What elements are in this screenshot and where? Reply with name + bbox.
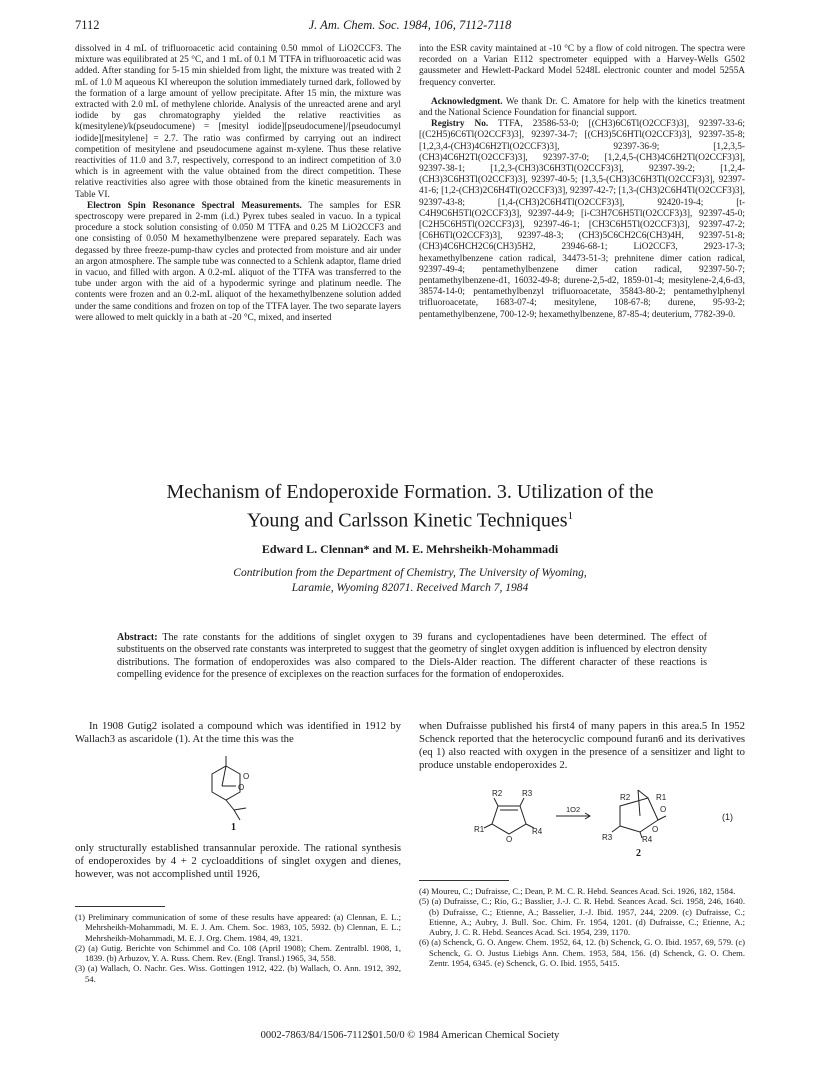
footnotes-left [75, 912, 401, 984]
abstract [117, 632, 707, 681]
top-left-column [75, 44, 401, 324]
footnote-6: (6) (a) Schenck, G. O. Angew. Chem. 1952, 64, 12. (b) Schenck, G. O. Ibid. 1957, 69, 579. (c) Schenck, G. O. Justus Liebigs Ann. Chem. 1953, 584, 156. (d) Schenck, G. O. Chem. Zentr. 1954, 6345. (e) Schenck, G. O. Ibid. 1955, 5415. [419, 937, 745, 969]
substituent-r4: R4 [532, 827, 543, 836]
product-substituent-r1: R1 [656, 793, 667, 802]
ascaridole-oxygen-1: O [243, 772, 250, 781]
footnote-2: (2) (a) Gutig. Berichte von Schimmel and Co. 108 (April 1908); Chem. Zentralbl. 1908, 1, 1839. (b) Arbuzov, Y. A. Russ. Chem. Rev. (Engl. Transl.) 1965, 34, 558. [75, 942, 401, 964]
esr-heading: Electron Spin Resonance Spectral Measurements. [87, 200, 302, 211]
title-line-2-text: Young and Carlsson Kinetic Techniques [246, 509, 568, 532]
title-line-1: Mechanism of Endoperoxide Formation. 3. Utilization of the [166, 481, 654, 503]
singlet-oxygen-reagent: 1O2 [566, 805, 581, 814]
footnote-4: (4) Moureu, C.; Dufraisse, C.; Dean, P. M. C. R. Hebd. Seances Acad. Sci. 1926, 182, 1584. [419, 886, 736, 896]
title-footnote-ref: 1 [567, 510, 574, 522]
substituent-r2: R2 [492, 789, 503, 798]
product-oxygen-1: O [660, 805, 667, 814]
intro-paragraph-2: only structurally established transannular peroxide. The rational synthesis of endoperoxides by 4 + 2 cycloadditions of singlet oxygen and dienes, however, was not accomplished until 1926, [75, 842, 401, 880]
footnote-rule-left [75, 906, 165, 907]
acknowledgment-heading: Acknowledgment. [431, 96, 503, 107]
esr-paragraph [75, 201, 401, 324]
footnote-rule-right [419, 880, 509, 881]
ascaridole-oxygen-2: O [238, 783, 245, 792]
registry-heading: Registry No. [431, 119, 489, 130]
product-substituent-r4: R4 [642, 835, 653, 844]
compound-2-label: 2 [636, 848, 641, 859]
reaction-scheme-eq1 [470, 786, 745, 844]
body-left-column [75, 720, 401, 746]
registry-text: TTFA, 23586-53-0; [(CH3)6C6Tl(O2CCF3)3], 92397-33-6; [(C2H5)6C6Tl(O2CCF3)3], 92397-34-7; [(CH3)5C6HTl(O2CCF3)3], 92397-35-8; [1,2,3,4-(CH3)4C6H2Tl(O2CCF3)3], 92397-36-9; [1,2,3,5-(CH3)4C6H2Tl(O2CCF3)3], 92397-37-0; [1,2,4,5-(CH3)4C6H2Tl(O2CCF3)3], 92397-38-1; [1,2,3-(CH3)3C6H3Tl(O2CCF3)3], 92397-39-2; [1,2,4-(CH3)3C6H3Tl(O2CCF3)3], 92397-40-5; [1,3,5-(CH3)3C6H3Tl(O2CCF3)3], 92397-41-6; [1,2-(CH3)2C6H4Tl(O2CCF3)3], 92397-42-7; [1,3-(CH3)2C6H4Tl(O2CCF3)3], 92397-43-8; [1,4-(CH3)2C6H4Tl(O2CCF3)3], 92420-19-4; [t-C4H9C6H5Tl(O2CCF3)3], 92397-44-9; [i-C3H7C6H5Tl(O2CCF3)3], 92397-45-0; [C2H5C6H5Tl(O2CCF3)3], 92397-46-1; [CH3C6H5Tl(O2CCF3)3], 92397-47-2; [C6H6Tl(O2CCF3)3], 92397-48-3; (CH3)5C6CH2C6(CH3)4H, 92397-51-8; (CH3)4C6HCH2C6(CH3)5H2, 23946-68-1; LiO2CCF3, 2923-17-3; hexamethylbenzene cation radical, 34473-51-3; prehnitene dimer cation radical, 92397-49-4; pentamethylbenzene dimer cation radical, 92397-50-7; pentamethylbenzene-d1, 16032-49-8; durene-2,5-d2, 1859-01-4; mesitylene-2,4,6-d3, 38574-14-0; pentamethylbenzyl trifluoroacetate, 35843-80-2; pentamethylphenyl trifluoroacetate, 1683-07-4; mesitylene, 108-67-8; durene, 95-93-2; pentamethylbenzene, 700-12-9; hexamethylbenzene, 87-85-4; deuterium, 7782-39-0. [419, 119, 745, 320]
registry-paragraph [419, 119, 745, 321]
acknowledgment-paragraph [419, 97, 745, 119]
article-title [90, 480, 730, 533]
running-header [75, 18, 745, 34]
equation-number: (1) [722, 812, 733, 822]
affiliation-line-1: Contribution from the Department of Chemistry, The University of Wyoming, [233, 567, 587, 579]
title-line-2 [90, 504, 730, 533]
affiliation [90, 566, 730, 596]
authors: Edward L. Clennan* and M. E. Mehrsheikh-Mohammadi [261, 542, 559, 556]
substituent-r3: R3 [522, 789, 533, 798]
esr-text: The samples for ESR spectroscopy were prepared in 2-mm (i.d.) Pyrex tubes sealed in vacuo. In a typical procedure a stock solution consisting of 0.050 M TTFA and 0.25 M LiO2CCF3 and one consisting of 0.050 M hexamethylbenzene were prepared separately. Each was degassed by three freeze-pump-thaw cycles and protected from moisture and air under an argon atmosphere. The sample tube was connected to a Schlenk adaptor, flame dried in vacuo, and filled with argon. A 0.2-mL aliquot of the TTFA was transferred to the tube under argon with the aid of a hypodermic syringe and platinum needle. The contents were frozen and an 0.2-mL aliquot of the hexamethylbenzene solution added under the same conditions and frozen on top of the TTFA layer. The two separate layers were allowed to melt quickly in a bath at -20 °C, mixed, and inserted [75, 200, 401, 323]
substituent-r1: R1 [474, 825, 485, 834]
esr-continuation: into the ESR cavity maintained at -10 °C by a flow of cold nitrogen. The spectra were recorded on a Varian E112 spectrometer equipped with a Harvey-Wells G502 gaussmeter and Hewlett-Packard Model 5248L electronic counter and model 5255A frequency converter. [419, 44, 745, 88]
footnote-1: (1) Preliminary communication of some of these results have appeared: (a) Clennan, E. L.; Mehrsheikh-Mohammadi, M. E. J. Am. Chem. Soc. 1983, 105, 5932. (b) Clennan, E. L.; Mehrsheikh-Mohammadi, M. E. J. Org. Chem. 1984, 49, 1321. [75, 912, 401, 943]
acknowledgment-text: We thank Dr. C. Amatore for help with the kinetics treatment and the National Science Foundation for financial support. [419, 96, 745, 119]
product-oxygen-2: O [652, 825, 659, 834]
page-number: 7112 [75, 18, 100, 32]
product-substituent-r2: R2 [620, 793, 631, 802]
body-right-column [419, 720, 745, 772]
product-substituent-r3: R3 [602, 833, 613, 842]
body-left-continuation [75, 842, 401, 881]
abstract-label: Abstract: [117, 632, 158, 643]
copyright-footer: 0002-7863/84/1506-7112$01.50/0 © 1984 American Chemical Society [260, 1030, 560, 1041]
footnote-5: (5) (a) Dufraisse, C.; Rio, G.; Basslier, J.-J. C. R. Hebd. Seances Acad. Sci. 1958, 246, 1640. (b) Dufraisse, C.; Etienne, A.; Basselier, J.-J. Ibid. 1957, 244, 2209. (c) Dufraisse, C.; Etienne, A.; Aubry, J. Bull. Soc. Chim. Fr. 1954, 1201. (d) Dufraisse, C.; Etienne, A.; Aubry, J. C. R. Hebd. Seances Acad. Sci. 1954, 239, 1170. [419, 896, 745, 938]
affiliation-line-2: Laramie, Wyoming 82071. Received March 7, 1984 [291, 582, 529, 594]
compound-1-label: 1 [231, 822, 236, 833]
top-right-column [419, 44, 745, 321]
footnotes-right [419, 886, 745, 968]
ascaridole-structure [200, 752, 260, 832]
intro-paragraph-1: In 1908 Gutig2 isolated a compound which was identified in 1912 by Wallach3 as ascaridole (1). At the time this was the [75, 720, 401, 745]
journal-citation: J. Am. Chem. Soc. 1984, 106, 7112-7118 [308, 18, 512, 32]
abstract-text: The rate constants for the additions of singlet oxygen to 39 furans and cyclopentadienes have been determined. The effect of substituents on the observed rate constants was interpreted to suggest that the geometry of singlet oxygen addition is influenced by electron density distributions. The formation of endoperoxides was also compared to the Diels-Alder reaction. The different character of these reactions is compelling evidence for the presence of exciplexes on the reaction surfaces for the formation of endoperoxides. [117, 632, 707, 680]
furan-oxygen: O [506, 835, 513, 844]
experimental-paragraph: dissolved in 4 mL of trifluoroacetic acid containing 0.50 mmol of LiO2CCF3. The mixture was equilibrated at 25 °C, and 1 mL of 0.1 M TTFA in trifluoroacetic acid was added. After standing for 5-15 min shielded from light, the mixture was treated with 2 mL of 1.0 M aqueous KI whereupon the solution immediately turned dark, followed by the formation of a large amount of yellow precipitate. After 15 min, the mixture was extracted with 2.0 mL of methylene chloride. Analysis of the unreacted arene and aryl iodide by gas chromatography yielded the relative reactivities as k(mesitylene)/k(pseudocumene) = [mesityl iodide][pseudocumene]/[pseudocumyl iodide][mesitylene] = 2.7. The ratio was confirmed by carrying out an indirect competition of mesitylene and pseudocumene against m-xylene. Thus these relative reactivities of 11.0 and 3.7, respectively, correspond to an indirect competition of 3.0 which is in agreement with the value obtained from the direct competition. These relative reactivities also agree with those obtained from the kinetic measurements in Table VI. [75, 44, 401, 200]
footnote-3: (3) (a) Wallach, O. Nachr. Ges. Wiss. Gottingen 1912, 422. (b) Wallach, O. Ann. 1912, 392, 54. [75, 963, 401, 984]
intro-paragraph-3: when Dufraisse published his first4 of many papers in this area.5 In 1952 Schenck reported that the heterocyclic compound furan6 and its derivatives (eq 1) also reacted with oxygen in the presence of a sensitizer and light to produce unstable endoperoxides 2. [419, 720, 745, 771]
